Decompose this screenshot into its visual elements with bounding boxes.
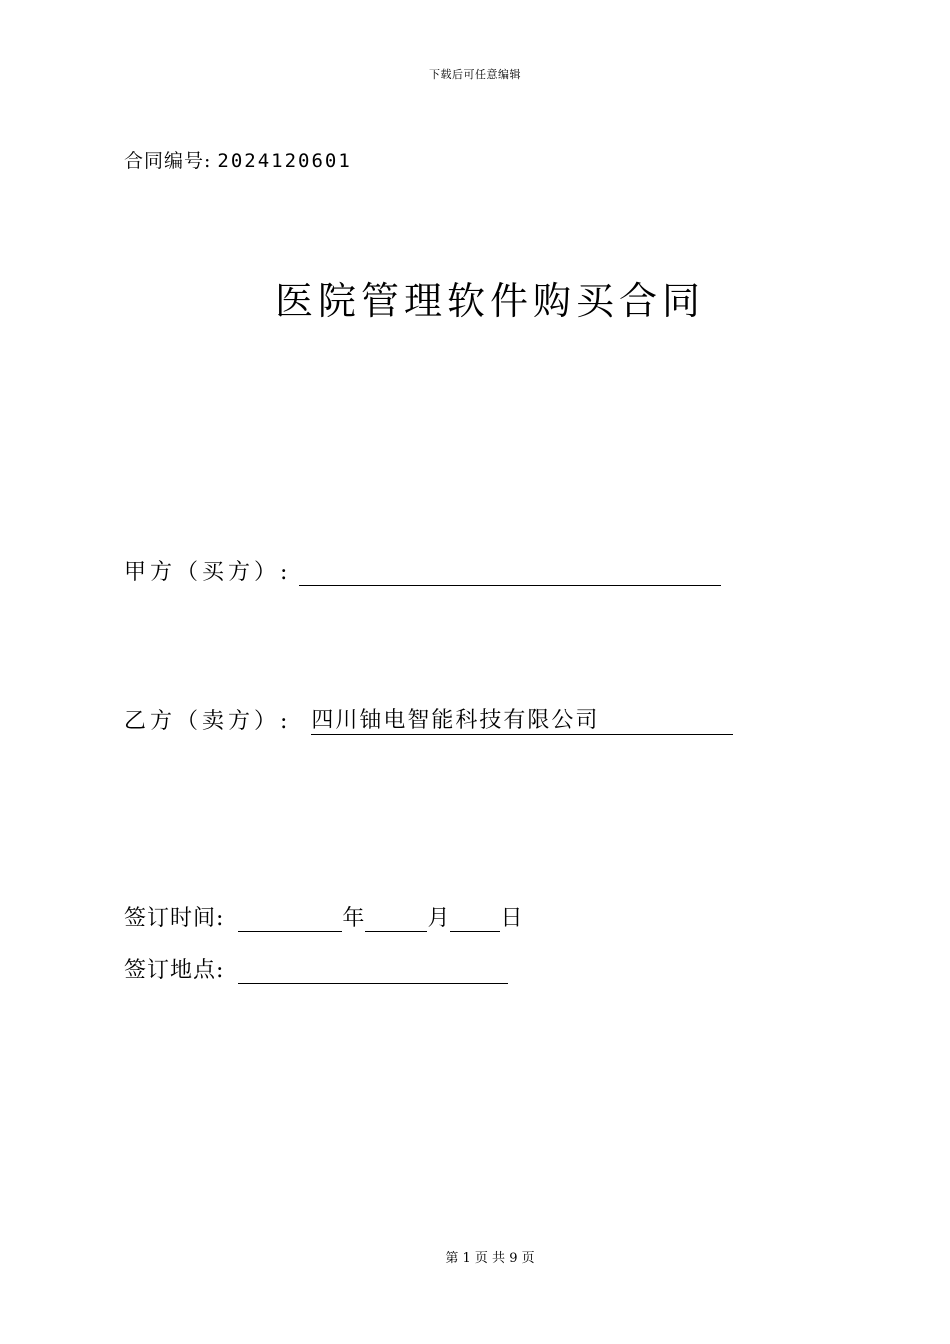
party-b-label: 乙方（卖方）: bbox=[124, 709, 292, 734]
contract-number-label: 合同编号: bbox=[124, 150, 212, 172]
day-unit: 日 bbox=[500, 906, 524, 931]
party-a-blank-line bbox=[299, 561, 721, 586]
day-blank-line bbox=[450, 907, 500, 932]
contract-number bbox=[124, 146, 352, 173]
party-b-field bbox=[124, 703, 733, 735]
month-blank-line bbox=[365, 907, 427, 932]
party-b-name: 四川铀电智能科技有限公司 bbox=[311, 703, 733, 735]
page-footer: 第 1 页 共 9 页 bbox=[445, 1251, 535, 1266]
year-unit: 年 bbox=[342, 906, 366, 931]
year-blank-line bbox=[238, 907, 342, 932]
header-note: 下载后可任意编辑 bbox=[429, 68, 521, 81]
month-unit: 月 bbox=[427, 906, 451, 931]
signing-place-field bbox=[124, 953, 508, 984]
signing-place-blank-line bbox=[238, 959, 508, 984]
party-a-label: 甲方（买方）: bbox=[124, 560, 292, 585]
signing-time-field bbox=[124, 901, 523, 932]
document-title: 医院管理软件购买合同 bbox=[274, 279, 705, 323]
party-a-field bbox=[124, 555, 721, 586]
signing-time-label: 签订时间: bbox=[124, 906, 225, 931]
signing-place-label: 签订地点: bbox=[124, 958, 225, 983]
contract-number-value: 2024120601 bbox=[217, 150, 352, 172]
